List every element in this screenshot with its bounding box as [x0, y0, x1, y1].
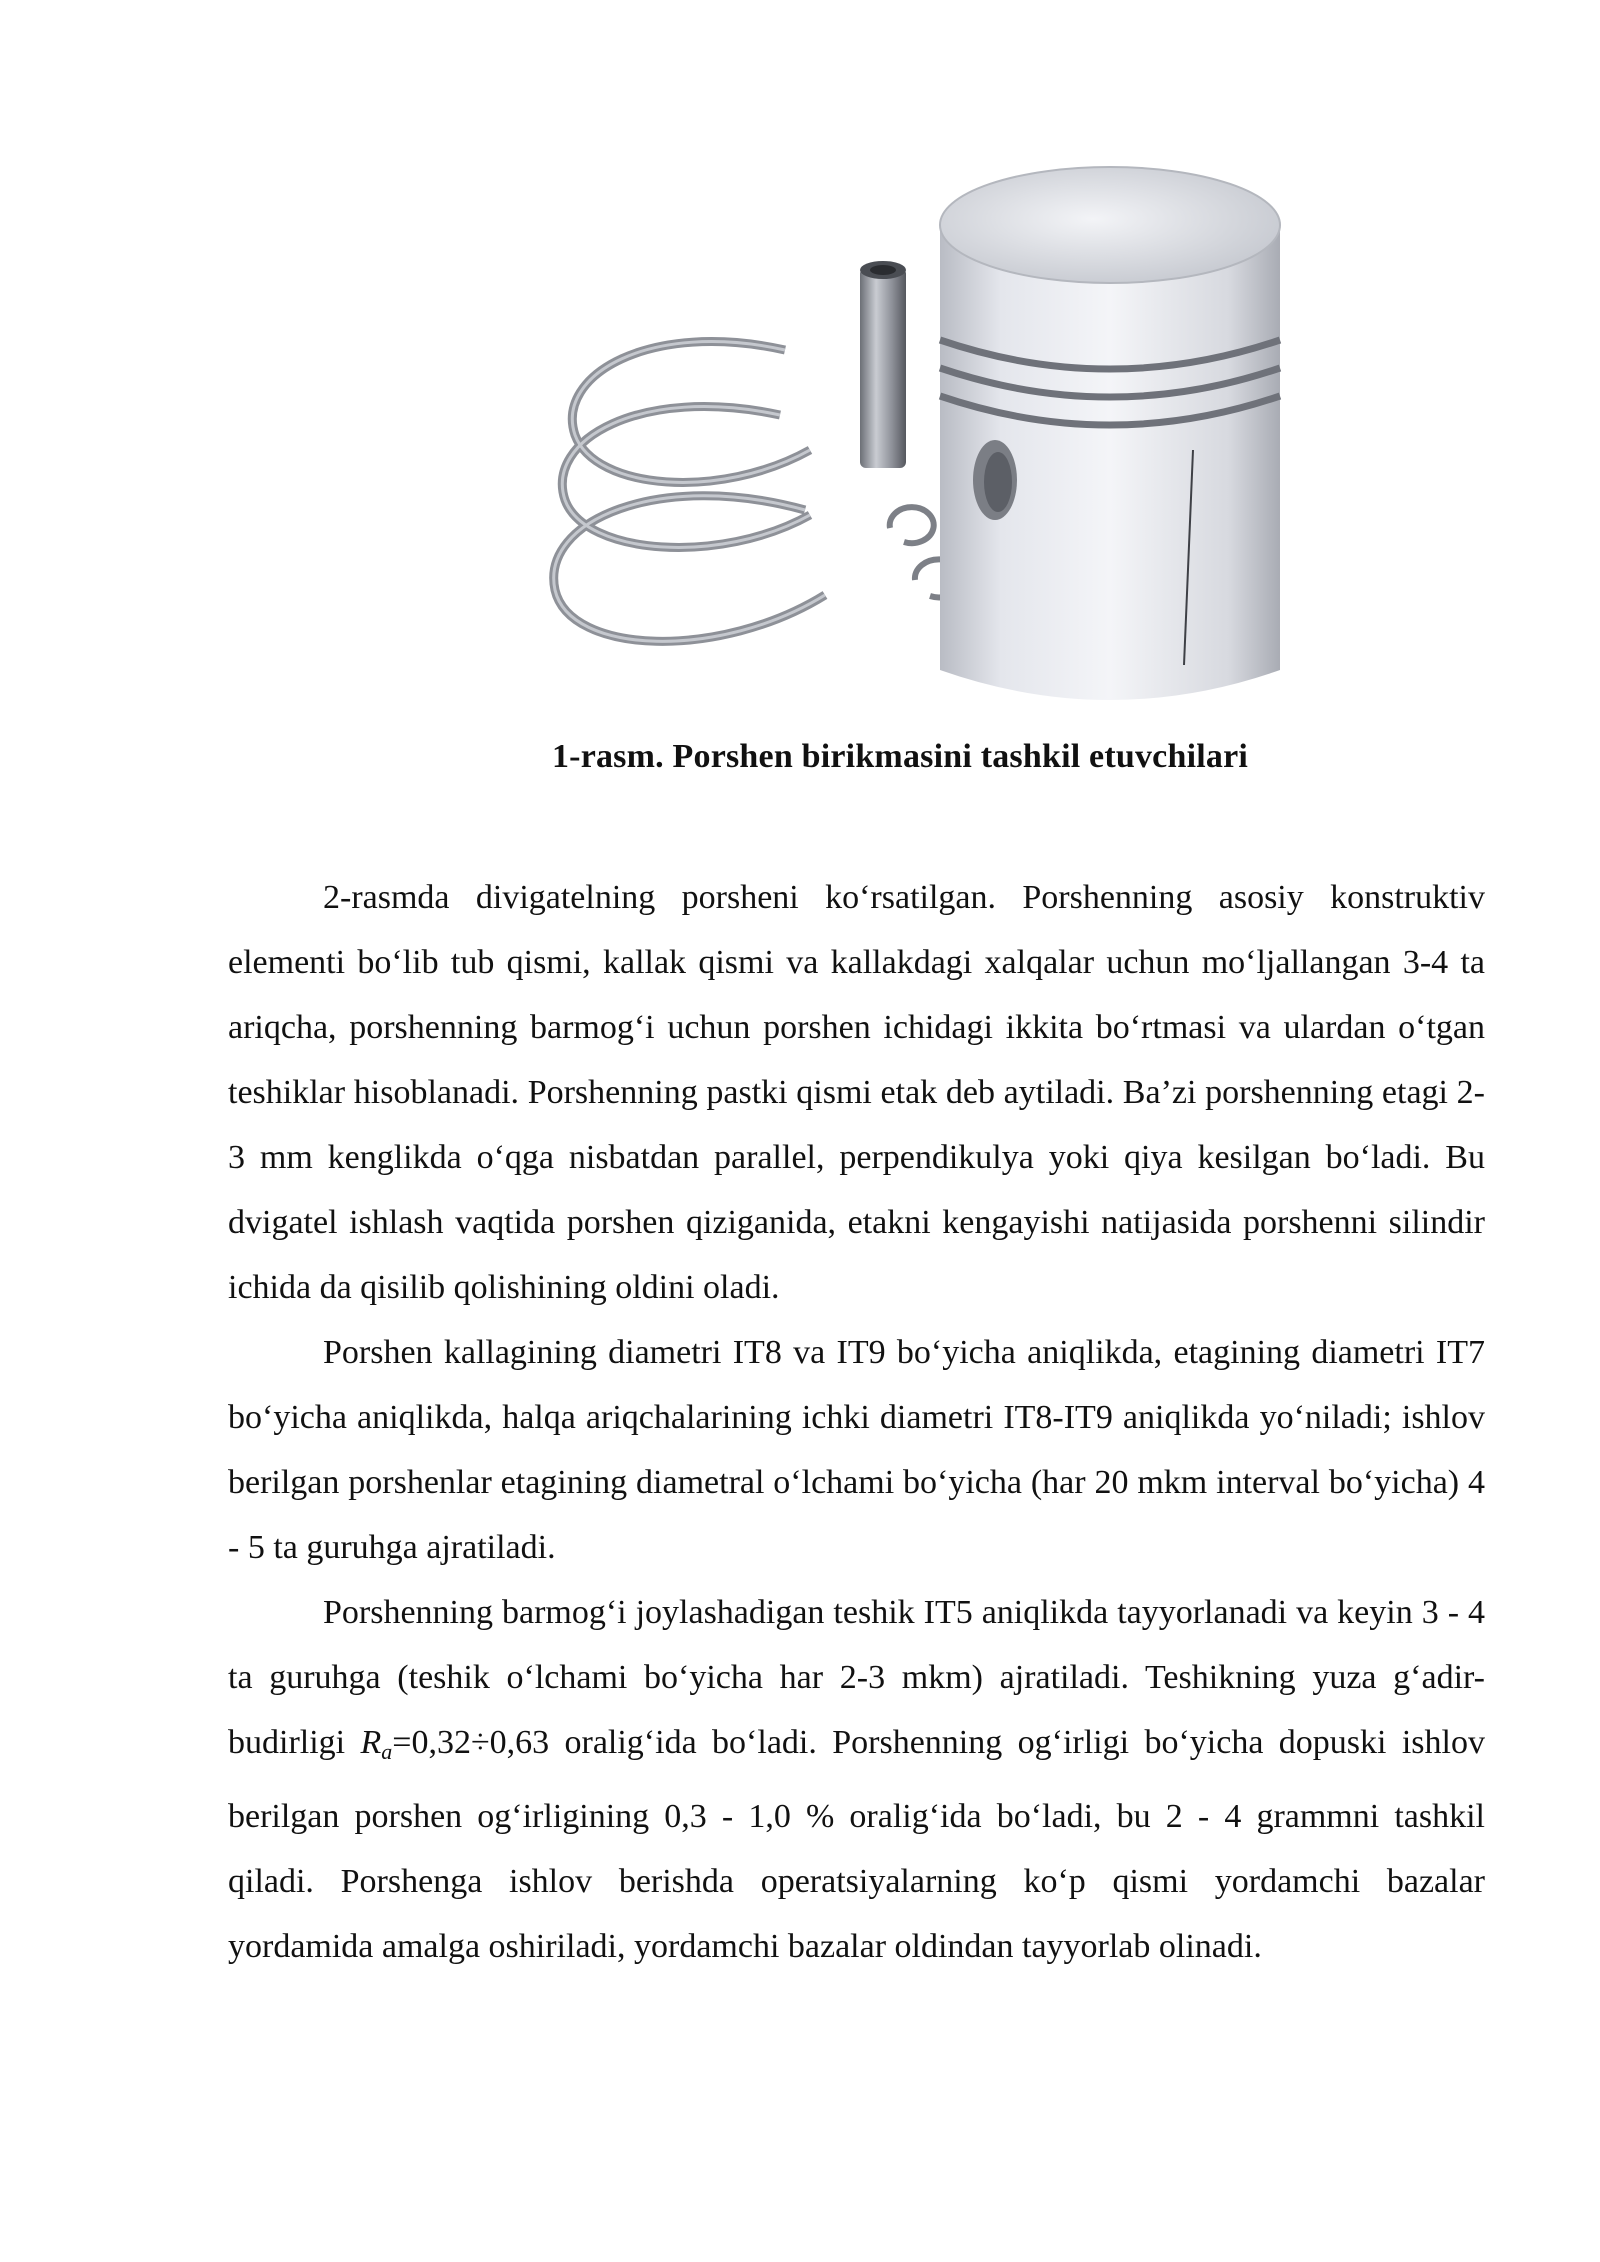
figure-caption: 1-rasm. Porshen birikmasini tashkil etuvchilari [551, 738, 1249, 775]
paragraph-3 [228, 1580, 1485, 1979]
piston-body [940, 167, 1280, 700]
body-text [228, 865, 1485, 1979]
piston-pin [860, 261, 906, 468]
paragraph-1: 2-rasmda divigatelning porsheni ko‘rsatilgan. Porshenning asosiy konstruktiv elementi bo‘lib tub qismi, kallak qismi va kallakdagi xalqalar uchun mo‘ljallangan 3-4 ta ariqcha, porshenning barmog‘i uchun porshen ichidagi ikkita bo‘rtmasi va ulardan o‘tgan teshiklar hisoblanadi. Porshenning pastki qismi etak deb aytiladi. Ba’zi porshenning etagi 2-3 mm kenglikda o‘qga nisbatdan parallel, perpendikulya yoki qiya kesilgan bo‘ladi. Bu dvigatel ishlash vaqtida porshen qiziganida, etakni kengayishi natijasida porshenni silindir ichida da qisilib qolishining oldini oladi. [228, 879, 1485, 1306]
paragraph-3-part-1: Porshenning barmog‘i joylashadigan teshik IT5 aniqlikda tayyorlanadi va keyin 3 - 4 ta guruhga (teshik o‘lchami bo‘yicha har 2-3 mkm) ajratiladi. Teshikning yuza g‘adir-budirligi [228, 1594, 1485, 1761]
roughness-symbol: R [360, 1724, 382, 1761]
piston-assembly-figure [520, 150, 1300, 730]
piston-assembly-photo [520, 150, 1300, 730]
roughness-subscript: a [381, 1739, 393, 1764]
paragraph-2: Porshen kallagining diametri IT8 va IT9 bo‘yicha aniqlikda, etagining diametri IT7 bo‘yicha aniqlikda, halqa ariqchalarining ichki diametri IT8-IT9 aniqlikda yo‘niladi; ishlov berilgan porshenlar etagining diametral o‘lchami bo‘yicha (har 20 mkm interval bo‘yicha) 4 - 5 ta guruhga ajratiladi. [228, 1334, 1485, 1566]
paragraph-3-part-2: =0,32÷0,63 oralig‘ida bo‘ladi. Porshenning og‘irligi bo‘yicha dopuski ishlov berilgan porshen og‘irligining 0,3 - 1,0 % oralig‘ida bo‘ladi, bu 2 - 4 grammni tashkil qiladi. Porshenga ishlov berishda operatsiyalarning ko‘p qismi yordamchi bazalar yordamida amalga oshiriladi, yordamchi bazalar oldindan tayyorlab olinadi. [228, 1724, 1485, 1965]
piston-rings [554, 342, 825, 642]
